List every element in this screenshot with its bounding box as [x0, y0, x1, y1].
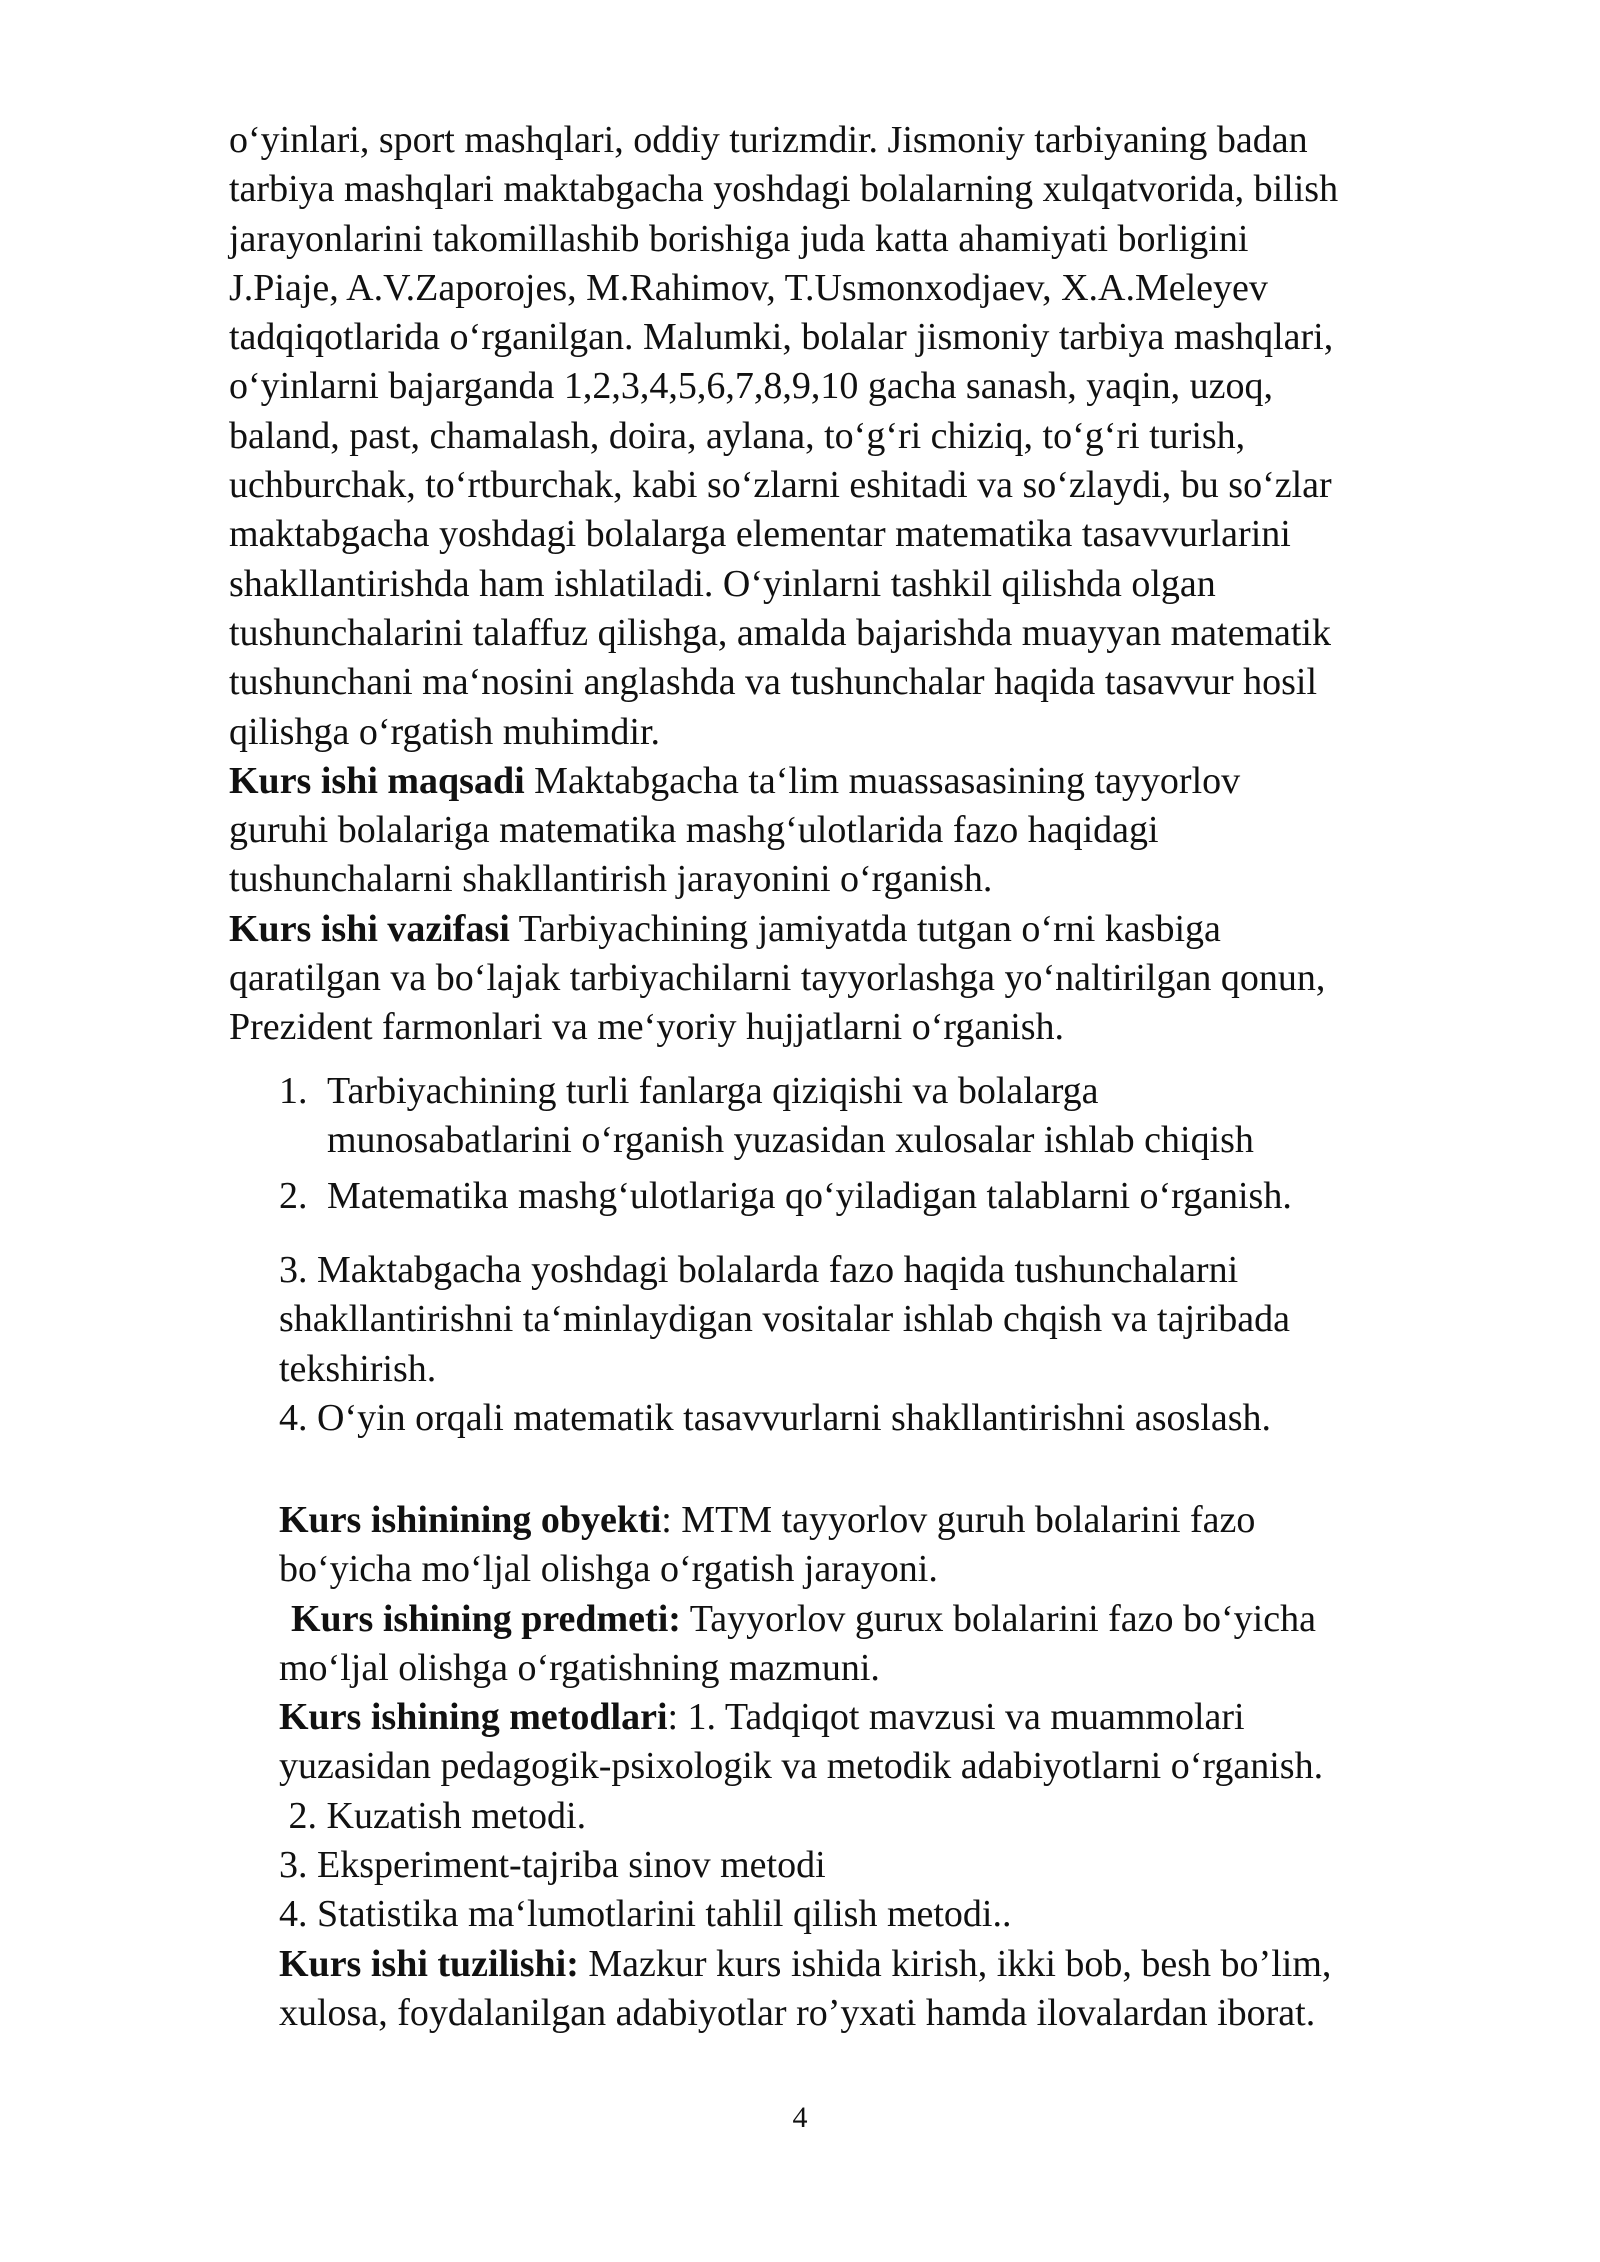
metodlari-paragraph	[279, 1693, 1331, 1742]
list-item-text: Matematika mashg‘ulotlariga qo‘yiladigan talablarni o‘rganish.	[327, 1175, 1292, 1217]
predmeti-paragraph	[279, 1595, 1331, 1644]
intro-paragraph	[229, 116, 1338, 1053]
text-line: tushunchalarini talaffuz qilishga, amalda bajarishda muayyan matematik	[229, 611, 1331, 654]
text-line: 3. Eksperiment-tajriba sinov metodi	[279, 1844, 826, 1887]
text-line: tushunchani ma‘nosini anglashda va tushunchalar haqida tasavvur hosil	[229, 661, 1318, 704]
predmeti-text: Tayyorlov gurux bolalarini fazo bo‘yicha	[680, 1597, 1316, 1640]
list-item	[279, 1172, 1479, 1222]
tasks-extra	[279, 1246, 1290, 1443]
text-line: qilishga o‘rgatish muhimdir.	[229, 710, 661, 753]
page-number: 4	[792, 2101, 808, 2134]
text-line: uchburchak, to‘rtburchak, kabi so‘zlarni eshitadi va so‘zlaydi, bu so‘zlar	[229, 464, 1332, 507]
text-line: mo‘ljal olishga o‘rgatishning mazmuni.	[279, 1646, 880, 1689]
text-line: guruhi bolalariga matematika mashg‘ulotlarida fazo haqidagi	[229, 809, 1159, 852]
text-line: tekshirish.	[279, 1347, 437, 1390]
text-line: baland, past, chamalash, doira, aylana, to‘g‘ri chiziq, to‘g‘ri turish,	[229, 414, 1246, 457]
tuzilishi-text: Mazkur kurs ishida kirish, ikki bob, besh bo’lim,	[578, 1942, 1332, 1985]
text-line: o‘yinlarni bajarganda 1,2,3,4,5,6,7,8,9,10 gacha sanash, yaqin, uzoq,	[229, 365, 1274, 408]
text-line: xulosa, foydalanilgan adabiyotlar ro’yxati hamda ilovalardan iborat.	[279, 1991, 1316, 2034]
list-item-text	[327, 1067, 1254, 1166]
text-line: Prezident farmonlari va me‘yoriy hujjatlarni o‘rganish.	[229, 1006, 1065, 1049]
tuzilishi-label: Kurs ishi tuzilishi:	[279, 1942, 579, 1985]
obyekti-label: Kurs ishinining obyekti	[279, 1499, 662, 1541]
maqsad-paragraph	[229, 757, 1338, 806]
obyekti-text: : MTM tayyorlov guruh bolalarini fazo	[661, 1499, 1256, 1541]
maqsad-text: Maktabgacha ta‘lim muassasasining tayyorlov	[524, 759, 1241, 802]
text-line: yuzasidan pedagogik-psixologik va metodik adabiyotlarni o‘rganish.	[279, 1745, 1324, 1788]
text-line: shakllantirishni ta‘minlaydigan vositalar ishlab chqish va tajribada	[279, 1298, 1290, 1341]
text-line: J.Piaje, A.V.Zaporojes, M.Rahimov, T.Usmonxodjaev, X.A.Meleyev	[229, 266, 1268, 309]
text-line: qaratilgan va bo‘lajak tarbiyachilarni tayyorlashga yo‘naltirilgan qonun,	[229, 957, 1326, 1000]
text-line: maktabgacha yoshdagi bolalarga elementar matematika tasavvurlarini	[229, 513, 1291, 556]
text-line: 2. Kuzatish metodi.	[279, 1794, 587, 1837]
text-line: tarbiya mashqlari maktabgacha yoshdagi bolalarning xulqatvorida, bilish	[229, 168, 1339, 211]
course-details	[279, 1496, 1331, 2038]
text-line: 3. Maktabgacha yoshdagi bolalarda fazo haqida tushunchalarni	[279, 1249, 1239, 1291]
obyekti-paragraph	[279, 1496, 1331, 1545]
vazifasi-text: Tarbiyachining jamiyatda tutgan o‘rni kasbiga	[509, 907, 1221, 950]
tuzilishi-paragraph	[279, 1940, 1331, 1989]
text-line: 4. Statistika ma‘lumotlarini tahlil qilish metodi..	[279, 1893, 1012, 1936]
text-line: Tarbiyachining turli fanlarga qiziqishi va bolalarga	[327, 1070, 1099, 1112]
text-line: munosabatlarini o‘rganish yuzasidan xulosalar ishlab chiqish	[327, 1119, 1254, 1162]
list-number: 2.	[279, 1175, 308, 1217]
vazifasi-paragraph	[229, 905, 1338, 954]
text-line: 4. O‘yin orqali matematik tasavvurlarni shakllantirishni asoslash.	[279, 1396, 1272, 1439]
maqsad-label: Kurs ishi maqsadi	[229, 759, 525, 802]
text-line: shakllantirishda ham ishlatiladi. O‘yinlarni tashkil qilishda olgan	[229, 562, 1216, 605]
metodlari-text: : 1. Tadqiqot mavzusi va muammolari	[667, 1696, 1245, 1739]
vazifasi-label: Kurs ishi vazifasi	[229, 907, 510, 950]
list-number: 1.	[279, 1070, 308, 1112]
predmeti-label: Kurs ishining predmeti:	[291, 1597, 681, 1640]
text-line: jarayonlarini takomillashib borishiga juda katta ahamiyati borligini	[229, 217, 1249, 260]
text-line: bo‘yicha mo‘ljal olishga o‘rgatish jarayoni.	[279, 1548, 938, 1591]
list-item	[279, 1067, 1479, 1167]
metodlari-label: Kurs ishining metodlari	[279, 1696, 668, 1739]
text-line: o‘yinlari, sport mashqlari, oddiy turizmdir. Jismoniy tarbiyaning badan	[229, 119, 1308, 161]
text-line: tadqiqotlarida o‘rganilgan. Malumki, bolalar jismoniy tarbiya mashqlari,	[229, 316, 1334, 359]
text-line: tushunchalarni shakllantirish jarayonini o‘rganish.	[229, 858, 993, 901]
